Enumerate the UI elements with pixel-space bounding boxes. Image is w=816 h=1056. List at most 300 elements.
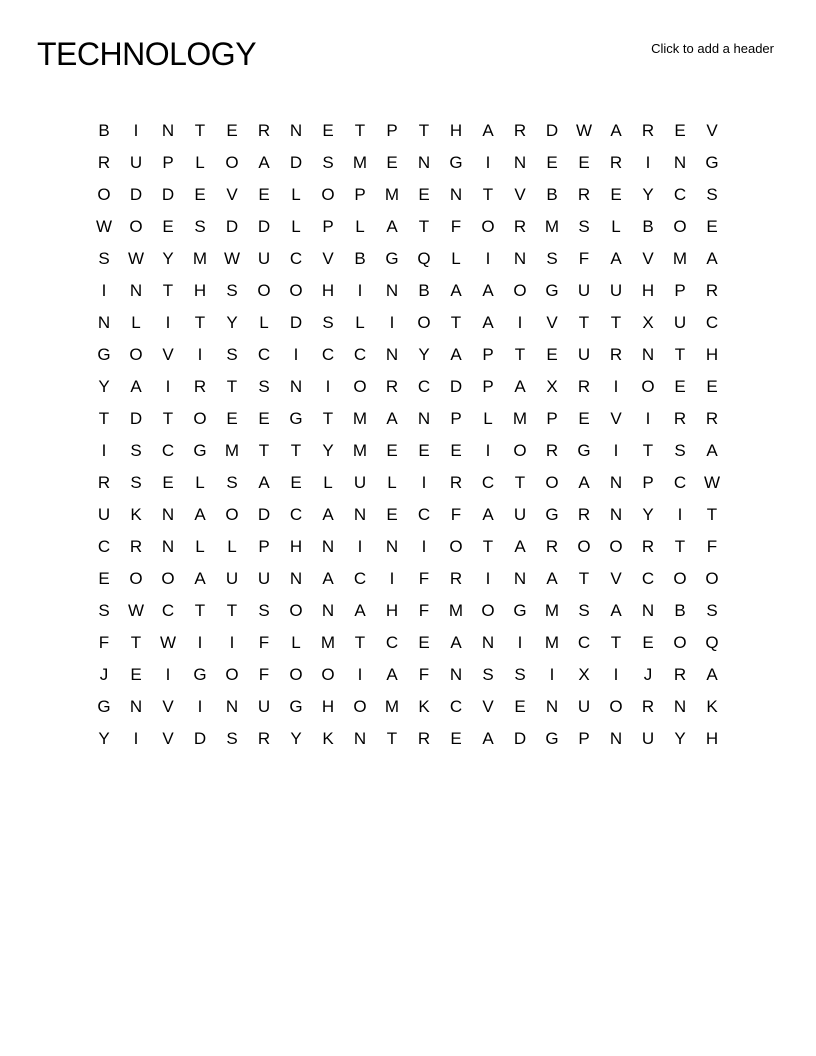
puzzle-letter: I [357,665,363,684]
puzzle-letter: T [226,601,238,620]
puzzle-letter: I [421,473,427,492]
puzzle-letter: N [513,153,527,172]
puzzle-letter: X [642,313,654,332]
puzzle-letter: T [418,217,430,236]
puzzle-letter: C [385,633,399,652]
puzzle-letter: A [482,313,494,332]
puzzle-letter: I [229,633,235,652]
puzzle-row [88,211,728,243]
puzzle-letter: U [257,249,271,268]
puzzle-letter: I [197,697,203,716]
puzzle-letter: D [129,409,143,428]
puzzle-letter: C [705,313,719,332]
puzzle-letter: L [291,633,301,652]
puzzle-letter: N [609,729,623,748]
puzzle-letter: T [194,121,206,140]
puzzle-letter: R [97,473,111,492]
puzzle-letter: E [578,409,590,428]
puzzle-letter: O [225,153,239,172]
page-title[interactable]: TECHNOLOGY [37,36,257,72]
puzzle-letter: W [703,473,721,492]
puzzle-letter: O [129,217,143,236]
puzzle-letter: N [449,185,463,204]
puzzle-letter: N [641,345,655,364]
puzzle-letter: O [705,569,719,588]
puzzle-letter: Q [705,633,719,652]
puzzle-letter: T [162,281,174,300]
puzzle-letter: E [386,153,398,172]
puzzle-letter: A [706,249,718,268]
puzzle-letter: O [673,217,687,236]
puzzle-letter: N [545,697,559,716]
puzzle-row [88,179,728,211]
puzzle-letter: M [384,185,400,204]
puzzle-letter: A [130,377,142,396]
puzzle-letter: T [194,601,206,620]
puzzle-row [88,243,728,275]
puzzle-letter: T [674,345,686,364]
puzzle-letter: M [448,601,464,620]
puzzle-letter: A [514,537,526,556]
puzzle-letter: O [129,345,143,364]
puzzle-letter: H [705,729,719,748]
puzzle-letter: B [546,185,558,204]
puzzle-letter: D [545,121,559,140]
puzzle-letter: N [353,505,367,524]
puzzle-row [88,723,728,755]
puzzle-letter: U [577,281,591,300]
puzzle-letter: T [450,313,462,332]
puzzle-letter: B [418,281,430,300]
puzzle-letter: N [673,697,687,716]
puzzle-letter: G [385,249,399,268]
puzzle-letter: C [289,249,303,268]
puzzle-letter: D [257,505,271,524]
puzzle-letter: K [322,729,334,748]
puzzle-letter: C [417,505,431,524]
puzzle-letter: C [673,473,687,492]
header-placeholder[interactable]: Click to add a header [651,41,774,56]
puzzle-letter: M [352,153,368,172]
puzzle-letter: G [97,345,111,364]
puzzle-letter: A [482,729,494,748]
puzzle-letter: T [610,633,622,652]
puzzle-letter: A [258,153,270,172]
puzzle-letter: O [673,569,687,588]
puzzle-letter: R [577,185,591,204]
puzzle-letter: W [127,249,145,268]
puzzle-letter: A [706,665,718,684]
puzzle-letter: R [449,569,463,588]
puzzle-letter: A [194,569,206,588]
puzzle-letter: I [165,377,171,396]
puzzle-letter: T [642,441,654,460]
puzzle-letter: C [417,377,431,396]
puzzle-letter: L [355,217,365,236]
puzzle-letter: O [225,505,239,524]
puzzle-letter: Y [162,249,174,268]
puzzle-letter: R [705,409,719,428]
puzzle-letter: O [577,537,591,556]
puzzle-letter: N [321,537,335,556]
puzzle-letter: G [513,601,527,620]
puzzle-row [88,403,728,435]
puzzle-letter: U [97,505,111,524]
puzzle-letter: E [290,473,302,492]
puzzle-letter: O [481,601,495,620]
puzzle-letter: O [641,377,655,396]
puzzle-letter: C [577,633,591,652]
puzzle-letter: B [674,601,686,620]
puzzle-letter: R [545,441,559,460]
puzzle-letter: S [226,281,238,300]
puzzle-letter: V [642,249,654,268]
puzzle-letter: M [192,249,208,268]
puzzle-letter: H [705,345,719,364]
puzzle-letter: S [322,313,334,332]
puzzle-letter: I [101,281,107,300]
puzzle-letter: G [97,697,111,716]
puzzle-letter: N [161,505,175,524]
puzzle-letter: U [673,313,687,332]
puzzle-letter: C [321,345,335,364]
puzzle-letter: W [127,601,145,620]
puzzle-letter: Y [98,377,110,396]
puzzle-letter: Y [290,729,302,748]
puzzle-letter: O [289,665,303,684]
puzzle-letter: U [257,697,271,716]
puzzle-letter: S [706,185,718,204]
puzzle-letter: I [325,377,331,396]
puzzle-letter: E [642,633,654,652]
puzzle-letter: A [578,473,590,492]
puzzle-letter: N [225,697,239,716]
puzzle-letter: N [161,537,175,556]
puzzle-letter: S [482,665,494,684]
puzzle-letter: I [517,633,523,652]
puzzle-letter: L [483,409,493,428]
puzzle-letter: T [322,409,334,428]
puzzle-letter: N [385,345,399,364]
puzzle-letter: A [610,249,622,268]
puzzle-letter: O [289,601,303,620]
puzzle-letter: P [546,409,558,428]
puzzle-letter: E [418,633,430,652]
puzzle-letter: A [610,601,622,620]
puzzle-letter: E [546,345,558,364]
puzzle-letter: S [258,377,270,396]
puzzle-letter: U [225,569,239,588]
puzzle-letter: D [513,729,527,748]
puzzle-letter: O [97,185,111,204]
puzzle-letter: A [450,345,462,364]
puzzle-letter: A [450,633,462,652]
puzzle-letter: C [161,441,175,460]
puzzle-letter: T [514,345,526,364]
puzzle-letter: M [672,249,688,268]
puzzle-row [88,627,728,659]
puzzle-letter: E [706,377,718,396]
puzzle-letter: N [129,697,143,716]
puzzle-letter: N [673,153,687,172]
puzzle-letter: D [161,185,175,204]
puzzle-letter: E [674,377,686,396]
puzzle-letter: H [641,281,655,300]
puzzle-letter: S [98,601,110,620]
puzzle-letter: I [357,281,363,300]
puzzle-letter: F [418,665,430,684]
puzzle-letter: I [485,153,491,172]
puzzle-letter: A [322,569,334,588]
puzzle-letter: A [322,505,334,524]
puzzle-letter: I [613,441,619,460]
puzzle-letter: E [706,217,718,236]
puzzle-letter: G [449,153,463,172]
puzzle-letter: H [321,697,335,716]
puzzle-letter: S [578,217,590,236]
puzzle-letter: C [449,697,463,716]
puzzle-letter: I [549,665,555,684]
puzzle-letter: N [609,473,623,492]
puzzle-letter: I [197,345,203,364]
puzzle-letter: M [352,441,368,460]
puzzle-letter: R [673,665,687,684]
puzzle-letter: N [641,601,655,620]
puzzle-letter: N [481,633,495,652]
puzzle-letter: O [545,473,559,492]
puzzle-letter: R [641,537,655,556]
puzzle-letter: T [674,537,686,556]
puzzle-letter: I [357,537,363,556]
puzzle-letter: T [130,633,142,652]
puzzle-letter: T [706,505,718,524]
puzzle-letter: W [159,633,177,652]
puzzle-letter: T [290,441,302,460]
puzzle-row [88,563,728,595]
puzzle-letter: Y [642,185,654,204]
puzzle-row [88,339,728,371]
puzzle-letter: C [481,473,495,492]
puzzle-letter: T [418,121,430,140]
puzzle-letter: N [321,601,335,620]
puzzle-letter: E [386,441,398,460]
puzzle-letter: Q [417,249,431,268]
puzzle-letter: R [641,121,655,140]
puzzle-letter: H [385,601,399,620]
puzzle-letter: E [226,409,238,428]
puzzle-letter: S [578,601,590,620]
puzzle-letter: M [384,697,400,716]
puzzle-letter: C [257,345,271,364]
puzzle-letter: D [129,185,143,204]
puzzle-letter: D [193,729,207,748]
puzzle-letter: M [544,601,560,620]
puzzle-letter: A [450,281,462,300]
puzzle-letter: L [387,473,397,492]
puzzle-letter: F [258,633,270,652]
puzzle-letter: T [162,409,174,428]
puzzle-letter: R [705,281,719,300]
puzzle-letter: Y [226,313,238,332]
puzzle-letter: F [418,569,430,588]
puzzle-letter: F [258,665,270,684]
puzzle-letter: A [546,569,558,588]
puzzle-letter: L [259,313,269,332]
puzzle-letter: T [482,185,494,204]
puzzle-letter: A [258,473,270,492]
puzzle-letter: D [257,217,271,236]
puzzle-letter: T [578,313,590,332]
puzzle-letter: F [98,633,110,652]
puzzle-letter: T [354,121,366,140]
puzzle-letter: A [386,217,398,236]
puzzle-letter: E [98,569,110,588]
puzzle-letter: O [609,537,623,556]
puzzle-letter: N [353,729,367,748]
puzzle-row [88,307,728,339]
puzzle-letter: T [610,313,622,332]
puzzle-letter: R [385,377,399,396]
puzzle-letter: E [546,153,558,172]
puzzle-letter: O [321,665,335,684]
puzzle-letter: P [386,121,398,140]
puzzle-letter: G [289,409,303,428]
puzzle-letter: C [353,569,367,588]
puzzle-letter: N [289,121,303,140]
puzzle-letter: O [289,281,303,300]
puzzle-letter: A [706,441,718,460]
puzzle-letter: I [165,313,171,332]
puzzle-letter: N [417,153,431,172]
puzzle-letter: R [609,153,623,172]
puzzle-letter: E [450,441,462,460]
puzzle-letter: V [226,185,238,204]
puzzle-letter: I [421,537,427,556]
puzzle-letter: E [130,665,142,684]
puzzle-letter: P [258,537,270,556]
puzzle-letter: T [354,633,366,652]
puzzle-letter: W [223,249,241,268]
puzzle-letter: M [544,633,560,652]
puzzle-letter: U [609,281,623,300]
puzzle-letter: A [194,505,206,524]
puzzle-letter: G [193,441,207,460]
puzzle-letter: I [293,345,299,364]
puzzle-letter: S [226,729,238,748]
puzzle-letter: O [513,441,527,460]
puzzle-letter: L [227,537,237,556]
puzzle-letter: D [289,313,303,332]
puzzle-letter: N [161,121,175,140]
puzzle-letter: G [577,441,591,460]
puzzle-letter: E [226,121,238,140]
puzzle-letter: E [258,185,270,204]
puzzle-letter: T [578,569,590,588]
puzzle-letter: I [645,409,651,428]
puzzle-letter: A [386,409,398,428]
puzzle-letter: N [513,249,527,268]
puzzle-letter: S [706,601,718,620]
puzzle-letter: W [575,121,593,140]
puzzle-letter: H [193,281,207,300]
puzzle-letter: P [322,217,334,236]
puzzle-letter: N [385,281,399,300]
puzzle-letter: S [674,441,686,460]
puzzle-letter: N [289,377,303,396]
puzzle-letter: I [485,249,491,268]
puzzle-letter: S [546,249,558,268]
puzzle-letter: S [98,249,110,268]
puzzle-letter: C [97,537,111,556]
puzzle-letter: T [482,537,494,556]
puzzle-row [88,371,728,403]
puzzle-letter: V [546,313,558,332]
puzzle-letter: S [514,665,526,684]
puzzle-letter: C [289,505,303,524]
puzzle-letter: E [386,505,398,524]
puzzle-letter: V [706,121,718,140]
puzzle-letter: O [193,409,207,428]
puzzle-letter: N [289,569,303,588]
puzzle-letter: T [226,377,238,396]
puzzle-letter: T [258,441,270,460]
puzzle-row [88,531,728,563]
puzzle-letter: X [578,665,590,684]
puzzle-letter: G [545,505,559,524]
puzzle-letter: N [513,569,527,588]
puzzle-letter: P [354,185,366,204]
puzzle-letter: E [418,185,430,204]
puzzle-letter: M [352,409,368,428]
puzzle-letter: A [610,121,622,140]
puzzle-letter: N [449,665,463,684]
puzzle-letter: I [517,313,523,332]
puzzle-letter: O [673,633,687,652]
puzzle-letter: E [162,217,174,236]
puzzle-letter: D [289,153,303,172]
puzzle-letter: N [97,313,111,332]
puzzle-letter: E [450,729,462,748]
puzzle-letter: Y [322,441,334,460]
puzzle-letter: O [449,537,463,556]
puzzle-letter: D [225,217,239,236]
puzzle-letter: R [129,537,143,556]
puzzle-letter: O [481,217,495,236]
puzzle-letter: L [291,185,301,204]
puzzle-letter: A [354,601,366,620]
puzzle-letter: U [513,505,527,524]
puzzle-letter: T [386,729,398,748]
puzzle-letter: A [482,281,494,300]
puzzle-letter: V [610,569,622,588]
puzzle-letter: U [129,153,143,172]
puzzle-letter: A [482,121,494,140]
puzzle-letter: I [101,441,107,460]
puzzle-row [88,435,728,467]
puzzle-letter: O [161,569,175,588]
puzzle-letter: I [613,377,619,396]
puzzle-letter: O [257,281,271,300]
puzzle-letter: X [546,377,558,396]
puzzle-letter: I [613,665,619,684]
puzzle-letter: I [133,729,139,748]
puzzle-letter: S [226,345,238,364]
puzzle-letter: A [482,505,494,524]
puzzle-letter: R [609,345,623,364]
puzzle-letter: G [705,153,719,172]
puzzle-row [88,595,728,627]
puzzle-letter: N [417,409,431,428]
